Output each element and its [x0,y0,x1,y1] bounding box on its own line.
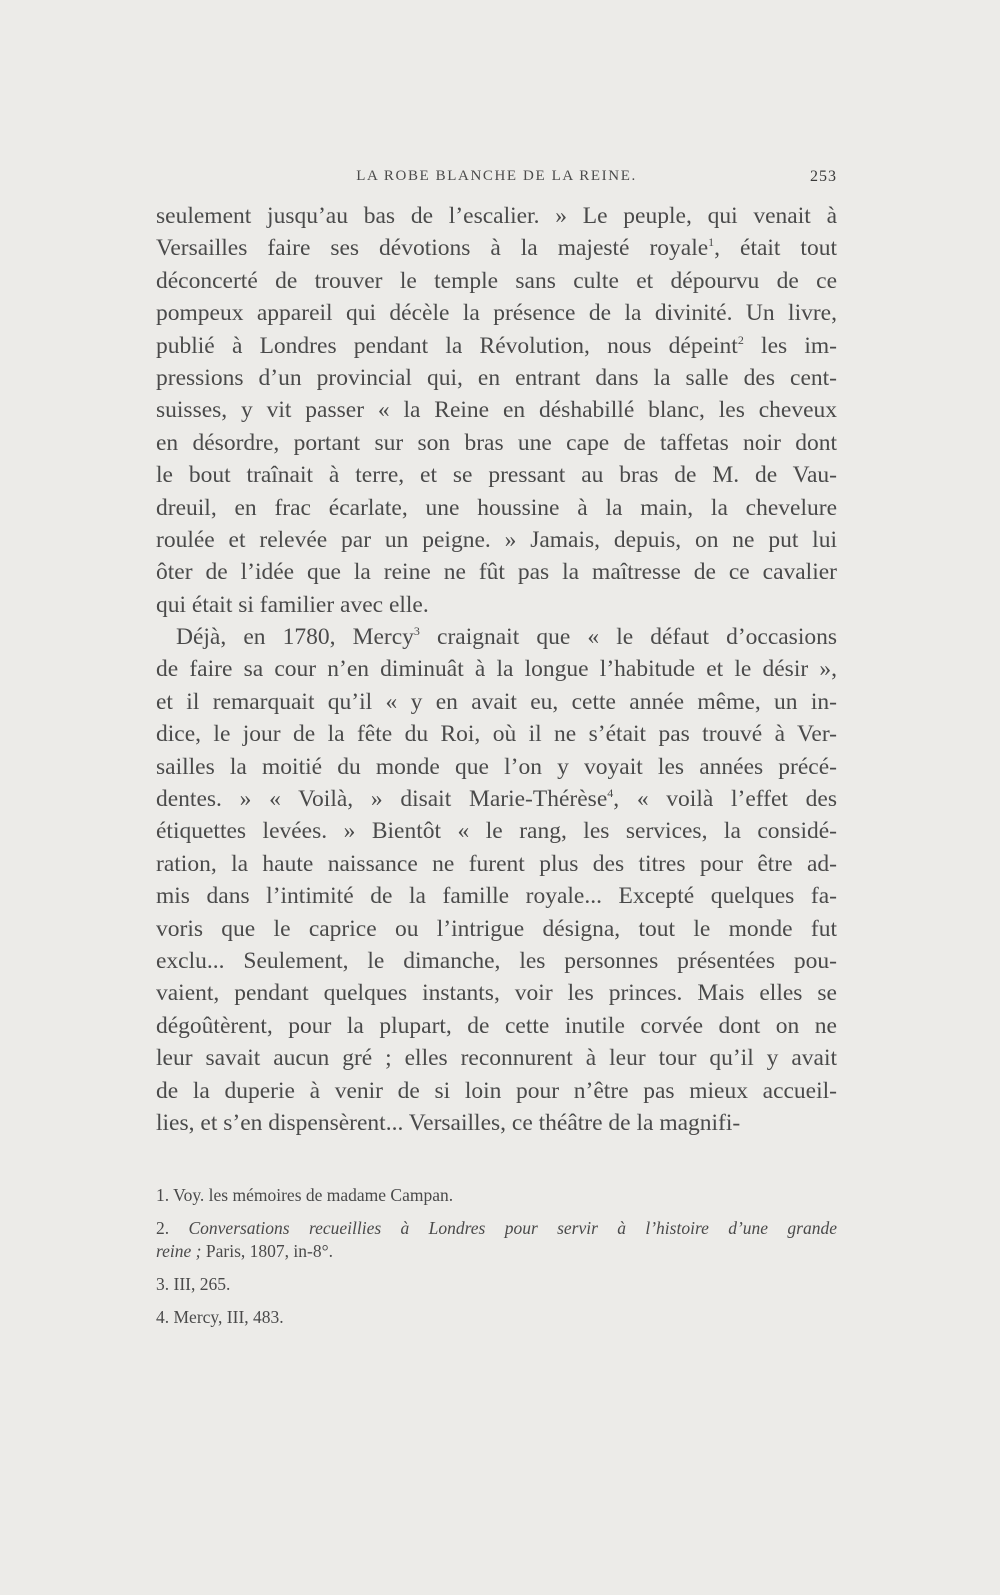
footnote-1: 1. Voy. les mémoires de madame Campan. [156,1185,454,1205]
body-line: ôter de l’idée que la reine ne fût pas la maîtresse de ce cavalier [156,559,837,586]
footnotes [156,1184,837,1339]
body-line: déconcerté de trouver le temple sans culte et dépourvu de ce [156,267,837,294]
body-line: de faire sa cour n’en diminuât à la longue l’habitude et le désir », [156,656,837,683]
body-line: dice, le jour de la fête du Roi, où il ne s’était pas trouvé à Ver- [156,721,837,748]
footnote-2 [156,1217,837,1263]
footnote-4: 4. Mercy, III, 483. [156,1307,284,1327]
footnote-marker: 2 [737,332,744,347]
body-line: pompeux appareil qui décèle la présence de la divinité. Un livre, [156,300,837,327]
page-header [156,168,837,192]
body-line: leur savait aucun gré ; elles reconnurent à leur tour qu’il y avait [156,1045,837,1072]
footnote-2-title-a: Conversations recueillies à Londres pour servir à l’histoire d’une grande [188,1218,838,1238]
body-line: lies, et s’en dispensèrent... Versailles, ce théâtre de la magnifi- [156,1109,741,1136]
body-line: sailles la moitié du monde que l’on y voyait les années précé- [156,753,837,780]
body-line: en désordre, portant sur son bras une cape de taffetas noir dont [156,429,837,456]
body-line: ration, la haute naissance ne furent plus des titres pour être ad- [156,850,837,877]
running-title: LA ROBE BLANCHE DE LA REINE. [356,168,637,184]
body-line: mis dans l’intimité de la famille royale... Excepté quelques fa- [156,883,837,910]
footnote-marker: 1 [708,235,715,250]
body-line: Versailles faire ses dévotions à la majesté royale$^1$, était tout [156,235,837,262]
body-line: dentes. » « Voilà, » disait Marie-Thérèse$^4$, « voilà l’effet des [156,786,837,813]
body-line: le bout traînait à terre, et se pressant au bras de M. de Vau- [156,462,837,489]
footnote-2-title-b: reine ; [156,1241,202,1261]
body-line: qui était si familier avec elle. [156,591,429,618]
body-line: dreuil, en frac écarlate, une houssine à la main, la chevelure [156,494,837,521]
body-line: vaient, pendant quelques instants, voir les princes. Mais elles se [156,980,837,1007]
footnote-marker: 4 [607,786,614,801]
page-number: 253 [810,168,837,185]
footnote-2-number: 2. [156,1218,170,1238]
footnote-2-imprint: Paris, 1807, in-8°. [201,1241,333,1261]
body-line: publié à Londres pendant la Révolution, nous dépeint$^2$ les im- [156,332,837,359]
body-line: suisses, y vit passer « la Reine en déshabillé blanc, les cheveux [156,397,837,424]
footnote-3: 3. III, 265. [156,1274,231,1294]
footnote-marker: 3 [413,624,420,639]
body-text [156,200,837,1139]
body-line: et il remarquait qu’il « y en avait eu, cette année même, un in- [156,688,837,715]
body-line: pressions d’un provincial qui, en entrant dans la salle des cent- [156,364,837,391]
body-line: seulement jusqu’au bas de l’escalier. » Le peuple, qui venait à [156,203,837,229]
body-line: de la duperie à venir de si loin pour n’être pas mieux accueil- [156,1077,837,1104]
body-line: voris que le caprice ou l’intrigue désigna, tout le monde fut [156,915,837,942]
body-line: roulée et relevée par un peigne. » Jamais, depuis, on ne put lui [156,526,837,553]
body-line: Déjà, en 1780, Mercy$^3$ craignait que « le défaut d’occasions [176,624,838,651]
body-line: dégoûtèrent, pour la plupart, de cette inutile corvée dont on ne [156,1012,837,1039]
body-line: étiquettes levées. » Bientôt « le rang, les services, la considé- [156,818,837,845]
body-line: exclu... Seulement, le dimanche, les personnes présentées pou- [156,947,837,974]
